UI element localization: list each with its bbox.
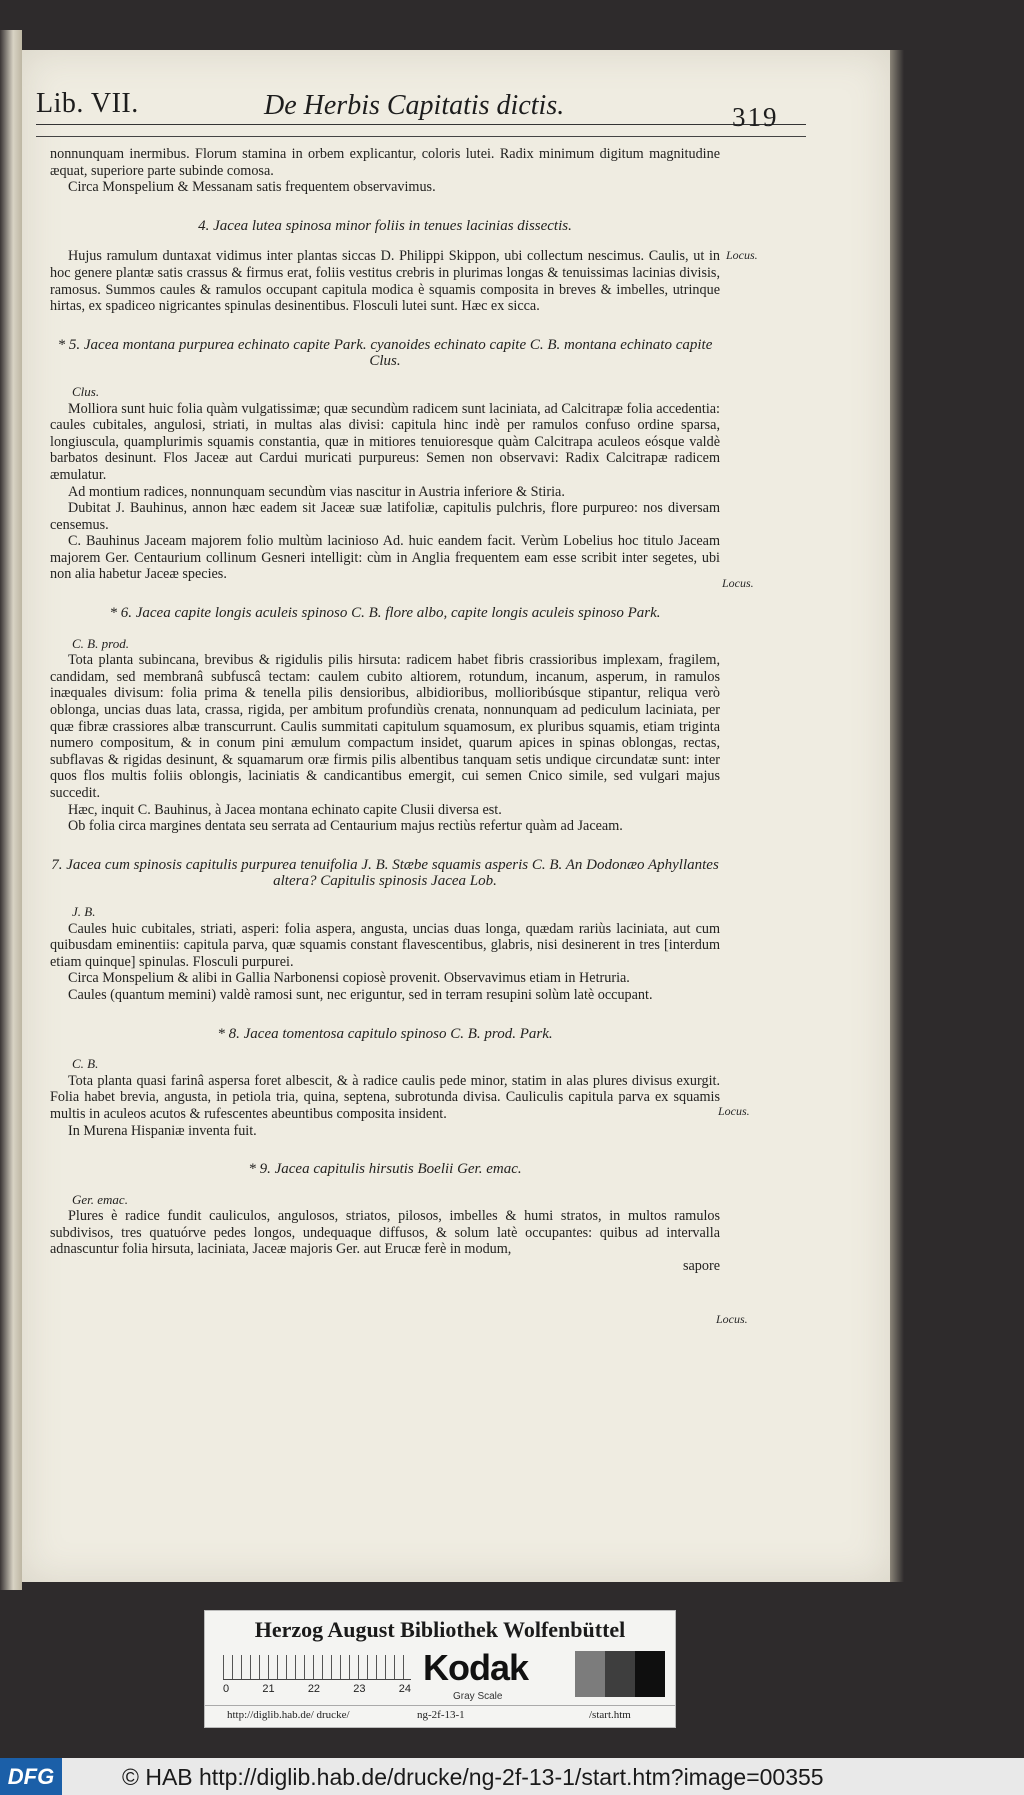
authority-label: Clus. [72, 383, 100, 399]
paragraph: Tota planta subincana, brevibus & rigidulis pilis hirsuta: radicem habet fibris crassioribus implexam, fragilem, candidam, sed membranâ subfuscâ tectam: caulem cubito altiorem, rotundum, incanum, asperum, in ramulos inæquales divisum: folia prima & tenella pilis densioribus, albidioribus, mollioribúsque stipantur, reliqua verò oblonga, uncias duas lata, crassa, rigida, per ambitum profundiùs crenata, nonnunquam ad pediculum laciniata, per quæ fibræ crassiores albæ transcurrunt. Caulis summitati capitulum squamosum, ex pluribus squamis, etiam triginta numero compositum, & in conum pini æmulum compactum insidet, quarum apices in spinas oblongas, rectas, subflavas & rigidas desinunt, & squamarum oræ firmis pilis albentibus tanquam setis undique circundatæ sunt: inter quos flos multis foliis oblongis, laciniatis & candicantibus emergit, cui semen Cnico simile, sed vulgari majus succedit. [50, 652, 720, 801]
gray-swatch [635, 1651, 665, 1697]
paragraph: Hæc, inquit C. Bauhinus, à Jacea montana echinato capite Clusii diversa est. [68, 801, 502, 818]
species-heading: * 6. Jacea capite longis aculeis spinoso C. B. flore albo, capite longis aculeis spinoso Park. [109, 605, 661, 622]
catchword: sapore [682, 1258, 720, 1275]
card-url-row [205, 1705, 675, 1726]
species-heading: * 9. Jacea capitulis hirsutis Boelii Ger. emac. [248, 1161, 522, 1178]
ruler-number: 24 [398, 1683, 411, 1695]
margin-note-locus: Locus. [718, 1104, 750, 1118]
authority-label: J. B. [72, 903, 96, 919]
paragraph: nonnunquam inermibus. Florum stamina in orbem explicantur, coloris lutei. Radix minimum digitum magnitudine æquat, superiore parte subinde comosa. [50, 146, 720, 179]
margin-note-locus: Locus. [722, 576, 754, 590]
paragraph: Ob folia circa margines dentata seu serrata ad Centaurium majus rectiùs refertur quàm ad Jaceam. [68, 818, 623, 835]
gray-swatch [575, 1651, 605, 1697]
dfg-logo: DFG [0, 1758, 62, 1795]
page-number: 319 [732, 102, 779, 132]
copyright-link[interactable]: © HAB http://diglib.hab.de/drucke/ng-2f-13-1/start.htm?image=00355 [122, 1764, 824, 1790]
body-text [50, 146, 720, 1275]
card-url-left: http://diglib.hab.de/ drucke/ [227, 1709, 350, 1721]
ruler-number: 0 [223, 1683, 230, 1695]
paragraph: Tota planta quasi farinâ aspersa foret albescit, & à radice caulis pede minor, statim in alas plures divisus exurgit. Folia habet brevia, angusta, in petiola tria, quina, septena, subrotunda divisa. Cauliculis capitula parva ex squamis multis in aculeos acutos & rufescentes abeuntibus composita insident. [50, 1072, 720, 1122]
paragraph: Circa Monspelium & alibi in Gallia Narbonensi copiosè provenit. Observavimus etiam in Hetruria. [68, 970, 630, 987]
kodak-logo: Kodak [423, 1647, 529, 1688]
margin-note-locus: Locus. [726, 248, 758, 262]
paragraph: Circa Monspelium & Messanam satis frequentem observavimus. [68, 179, 436, 196]
gray-swatches [545, 1651, 665, 1697]
paragraph: Caules (quantum memini) valdè ramosi sunt, nec eriguntur, sed in terram resupini solùm latè occupant. [68, 986, 653, 1003]
running-head [36, 88, 806, 132]
book-edge [0, 30, 22, 1590]
book-number: Lib. VII. [36, 88, 139, 119]
ruler-number: 23 [353, 1683, 366, 1695]
paragraph: Dubitat J. Bauhinus, annon hæc eadem sit Jaceæ suæ latifoliæ, capitulis pulchris, flore purpureo: nos diversam censemus. [50, 500, 720, 533]
paragraph: In Murena Hispaniæ inventa fuit. [68, 1122, 257, 1139]
header-rule [36, 136, 806, 137]
gray-swatch [605, 1651, 635, 1697]
chapter-title: De Herbis Capitatis dictis. [264, 90, 565, 121]
paragraph: Molliora sunt huic folia quàm vulgatissimæ; quæ secundùm radicem sunt laciniata, ad Calcitrapæ folia accedentia: caules cubitales, angulosi, striati, in multas alas divisi: capitula hinc indè per ramulos confuso ordine sparsa, longiuscula, quamplurimis squamis constantia, quæ in mitiores tenuioresque quàm Calcitrapa aculeos eósque valdè barbatos desinunt. Flos Jaceæ aut Cardui muricati purpureus: Semen non observavi: Radix Calcitrapæ radicem æmulatur. [50, 400, 720, 483]
footer-bar [0, 1758, 1024, 1795]
species-heading: * 5. Jacea montana purpurea echinato capite Park. cyanoides echinato capite C. B. montana echinato capite Clus. [57, 336, 713, 370]
paragraph: Caules huic cubitales, striati, asperi: folia aspera, angusta, uncias duas longa, quædam rariùs laciniata, aut cum quibusdam eminentiis: capitula parva, quæ squamis constant flavescentibus, glabris, nisi desinerent in tres [interdum etiam quinque] spinulas. Flosculi purpurei. [50, 920, 720, 970]
ruler-numbers [223, 1683, 411, 1695]
authority-label: C. B. prod. [72, 635, 129, 651]
card-url-right: /start.htm [589, 1709, 631, 1721]
paragraph: Plures è radice fundit cauliculos, angulosos, striatos, pilosos, imbelles & humi stratos, in multos ramulos subdivisos, tres quatuórve pedes longos, undequaque diffusos, & solum latè occupantes: quibus ad intervalla adnascuntur folia hirsuta, laciniata, Jaceæ majoris Ger. aut Erucæ ferè in modum, [50, 1208, 720, 1258]
ruler-number: 22 [307, 1683, 321, 1695]
color-calibration-card [204, 1610, 676, 1728]
species-heading: 4. Jacea lutea spinosa minor foliis in tenues lacinias dissectis. [198, 217, 572, 234]
authority-label: C. B. [72, 1056, 99, 1072]
margin-note-locus: Locus. [716, 1312, 748, 1326]
ruler-number: 21 [262, 1683, 275, 1695]
page-shadow [890, 50, 904, 1582]
authority-label: Ger. emac. [72, 1191, 128, 1207]
paragraph: Hujus ramulum duntaxat vidimus inter plantas siccas D. Philippi Skippon, ubi collectum nescimus. Caulis, ut in hoc genere plantæ satis crassus & firmus erat, foliis vestitus crebris in plurimas longas & tenuissimas lacinias divisis, ramosus. Summos caules & ramulos occupant capitula modica è squamis composita in breves & imbelles, utrinque hirtas, ex spadiceo nigricantes spinulas desinentibus. Flosculi lutei sunt. Hæc ex sicca. [50, 248, 720, 315]
species-heading: 7. Jacea cum spinosis capitulis purpurea tenuifolia J. B. Stæbe squamis asperis C. B. An Dodonæo Aphyllantes altera? Capitulis spinosis Jacea Lob. [51, 856, 719, 890]
species-heading: * 8. Jacea tomentosa capitulo spinoso C. B. prod. Park. [217, 1025, 553, 1042]
library-name: Herzog August Bibliothek Wolfenbüttel [254, 1617, 626, 1642]
gray-swatch [545, 1651, 575, 1697]
paragraph: Ad montium radices, nonnunquam secundùm vias nascitur in Austria inferiore & Stiria. [68, 483, 565, 500]
ruler-scale [223, 1655, 411, 1680]
paragraph: C. Bauhinus Jaceam majorem folio multùm lacinioso Ad. huic eandem facit. Verùm Lobelius hoc titulo Jaceam majorem Ger. Centaurium collinum Gesneri intelligit: cùm in Anglia frequentem eam esse scribit inter segetes, ubi non alia habetur Jaceæ species. [50, 533, 720, 583]
gray-scale-label: Gray Scale [453, 1691, 503, 1702]
card-url-mid: ng-2f-13-1 [417, 1709, 465, 1721]
